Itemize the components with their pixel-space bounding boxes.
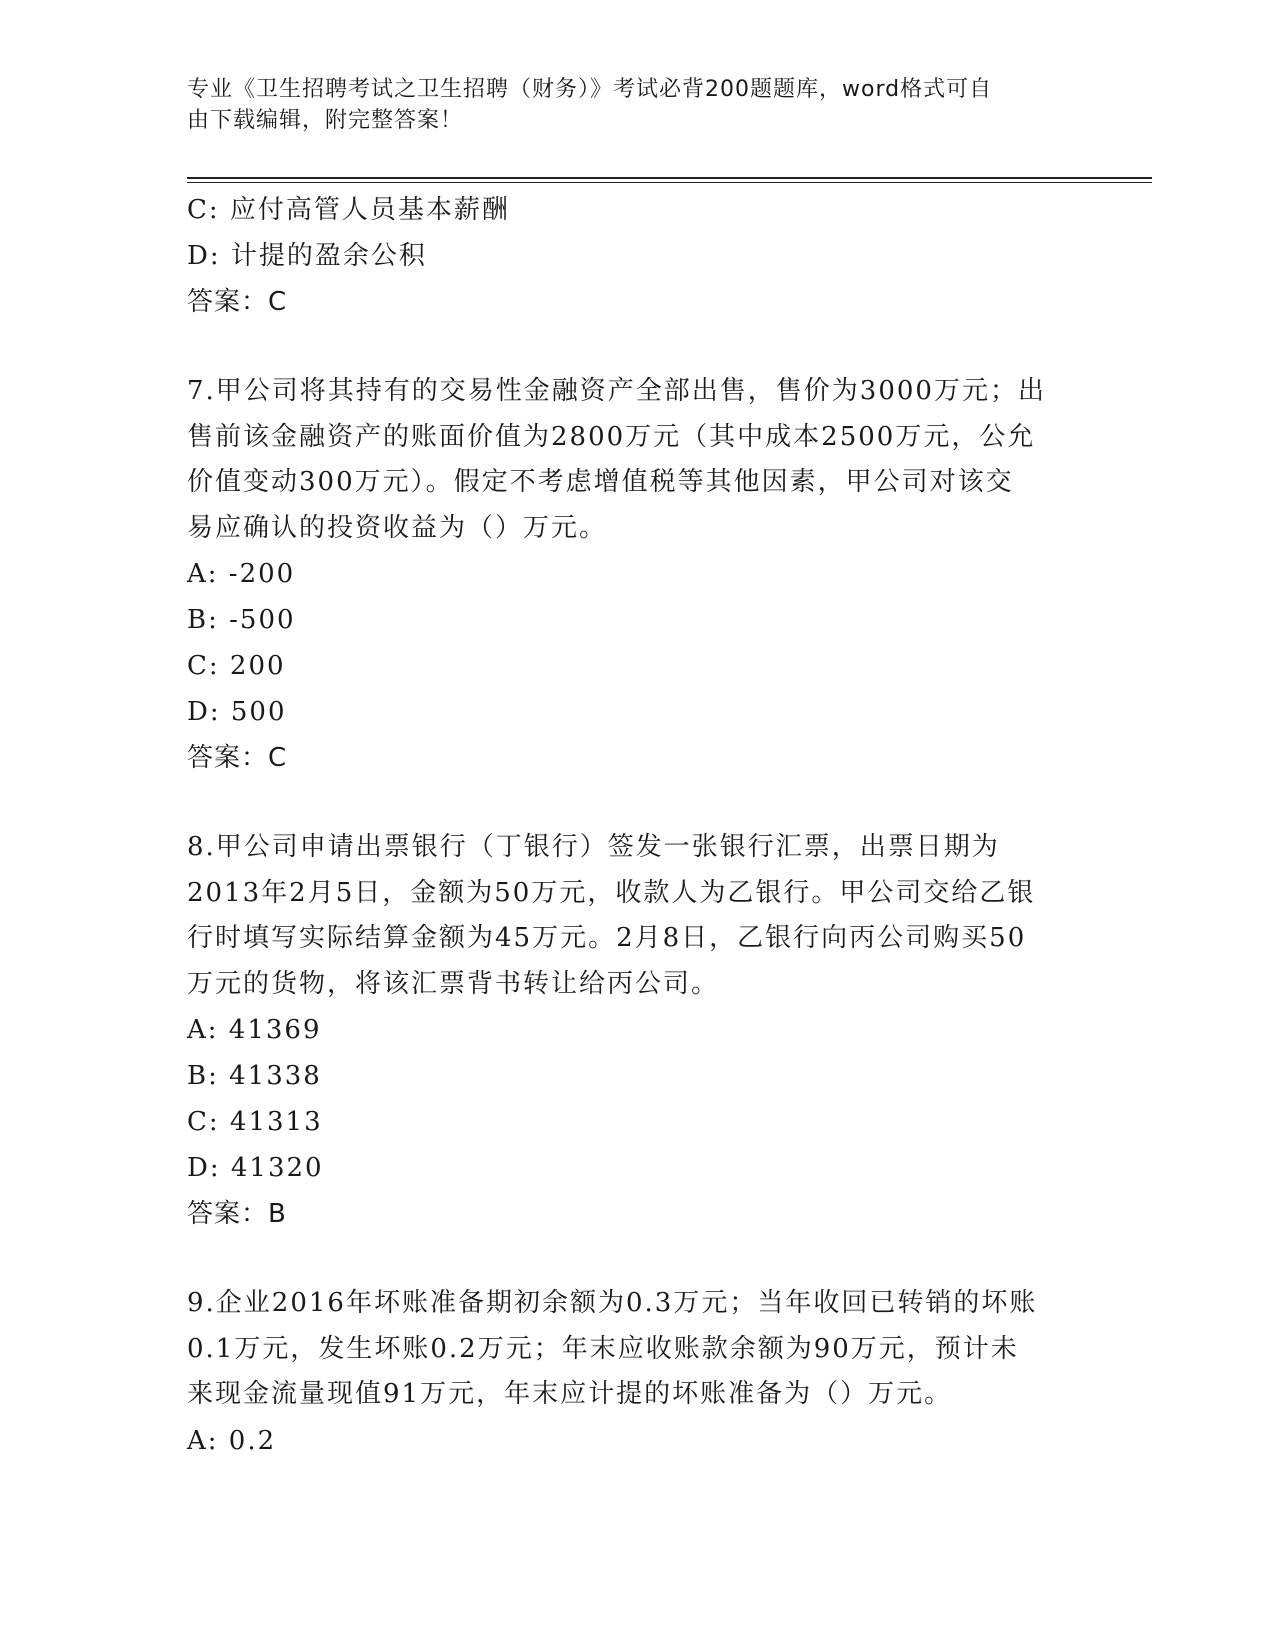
header-line-1: 专业《卫生招聘考试之卫生招聘（财务）》考试必背200题题库，word格式可自 [187, 77, 993, 102]
option-c: C: 41313 [187, 1107, 323, 1137]
header-divider-thick [187, 177, 1152, 179]
header-divider-thin [187, 182, 1152, 183]
option-d: D: 500 [187, 697, 287, 727]
option-a: A: 0.2 [187, 1425, 277, 1456]
question-stem-line: 来现金流量现值91万元，年末应计提的坏账准备为（）万元。 [187, 1379, 953, 1409]
question-block-6-tail [187, 187, 1087, 325]
question-stem-line: 行时填写实际结算金额为45万元。2月8日，乙银行向丙公司购买50 [187, 923, 1027, 953]
option-d: D: 41320 [187, 1153, 324, 1183]
document-body [187, 187, 1087, 1464]
question-stem-line: 9.企业2016年坏账准备期初余额为0.3万元；当年收回已转销的坏账 [187, 1288, 1038, 1318]
spacer [187, 1237, 1087, 1281]
spacer [187, 325, 1087, 369]
answer-line: 答案：C [187, 743, 288, 773]
answer-line: 答案：C [187, 287, 288, 317]
question-stem-line: 7.甲公司将其持有的交易性金融资产全部出售，售价为3000万元；出 [187, 376, 1046, 406]
question-stem-line: 8.甲公司申请出票银行（丁银行）签发一张银行汇票，出票日期为 [187, 832, 1000, 862]
question-stem-line: 易应确认的投资收益为（）万元。 [187, 512, 608, 543]
option-a: A: 41369 [187, 1015, 322, 1045]
option-c: C: 200 [187, 651, 286, 681]
header-line-2: 由下载编辑，附完整答案！ [187, 108, 464, 133]
option-d: D: 计提的盈余公积 [187, 241, 427, 271]
option-a: A: -200 [187, 559, 296, 589]
option-b: B: -500 [187, 605, 296, 635]
question-stem-line: 售前该金融资产的账面价值为2800万元（其中成本2500万元，公允 [187, 421, 1036, 452]
question-stem-line: 2013年2月5日，金额为50万元，收款人为乙银行。甲公司交给乙银 [187, 877, 1036, 908]
question-block-7 [187, 369, 1087, 781]
question-block-9 [187, 1281, 1087, 1464]
spacer [187, 781, 1087, 825]
question-stem-line: 万元的货物，将该汇票背书转让给丙公司。 [187, 968, 720, 999]
answer-line: 答案：B [187, 1199, 287, 1229]
page-header [187, 74, 1067, 136]
question-block-8 [187, 825, 1087, 1237]
question-stem-line: 0.1万元，发生坏账0.2万元；年末应收账款余额为90万元，预计未 [187, 1333, 1019, 1364]
option-b: B: 41338 [187, 1061, 322, 1091]
question-stem-line: 价值变动300万元）。假定不考虑增值税等其他因素，甲公司对该交 [187, 467, 1014, 497]
option-c: C: 应付高管人员基本薪酬 [187, 195, 510, 225]
